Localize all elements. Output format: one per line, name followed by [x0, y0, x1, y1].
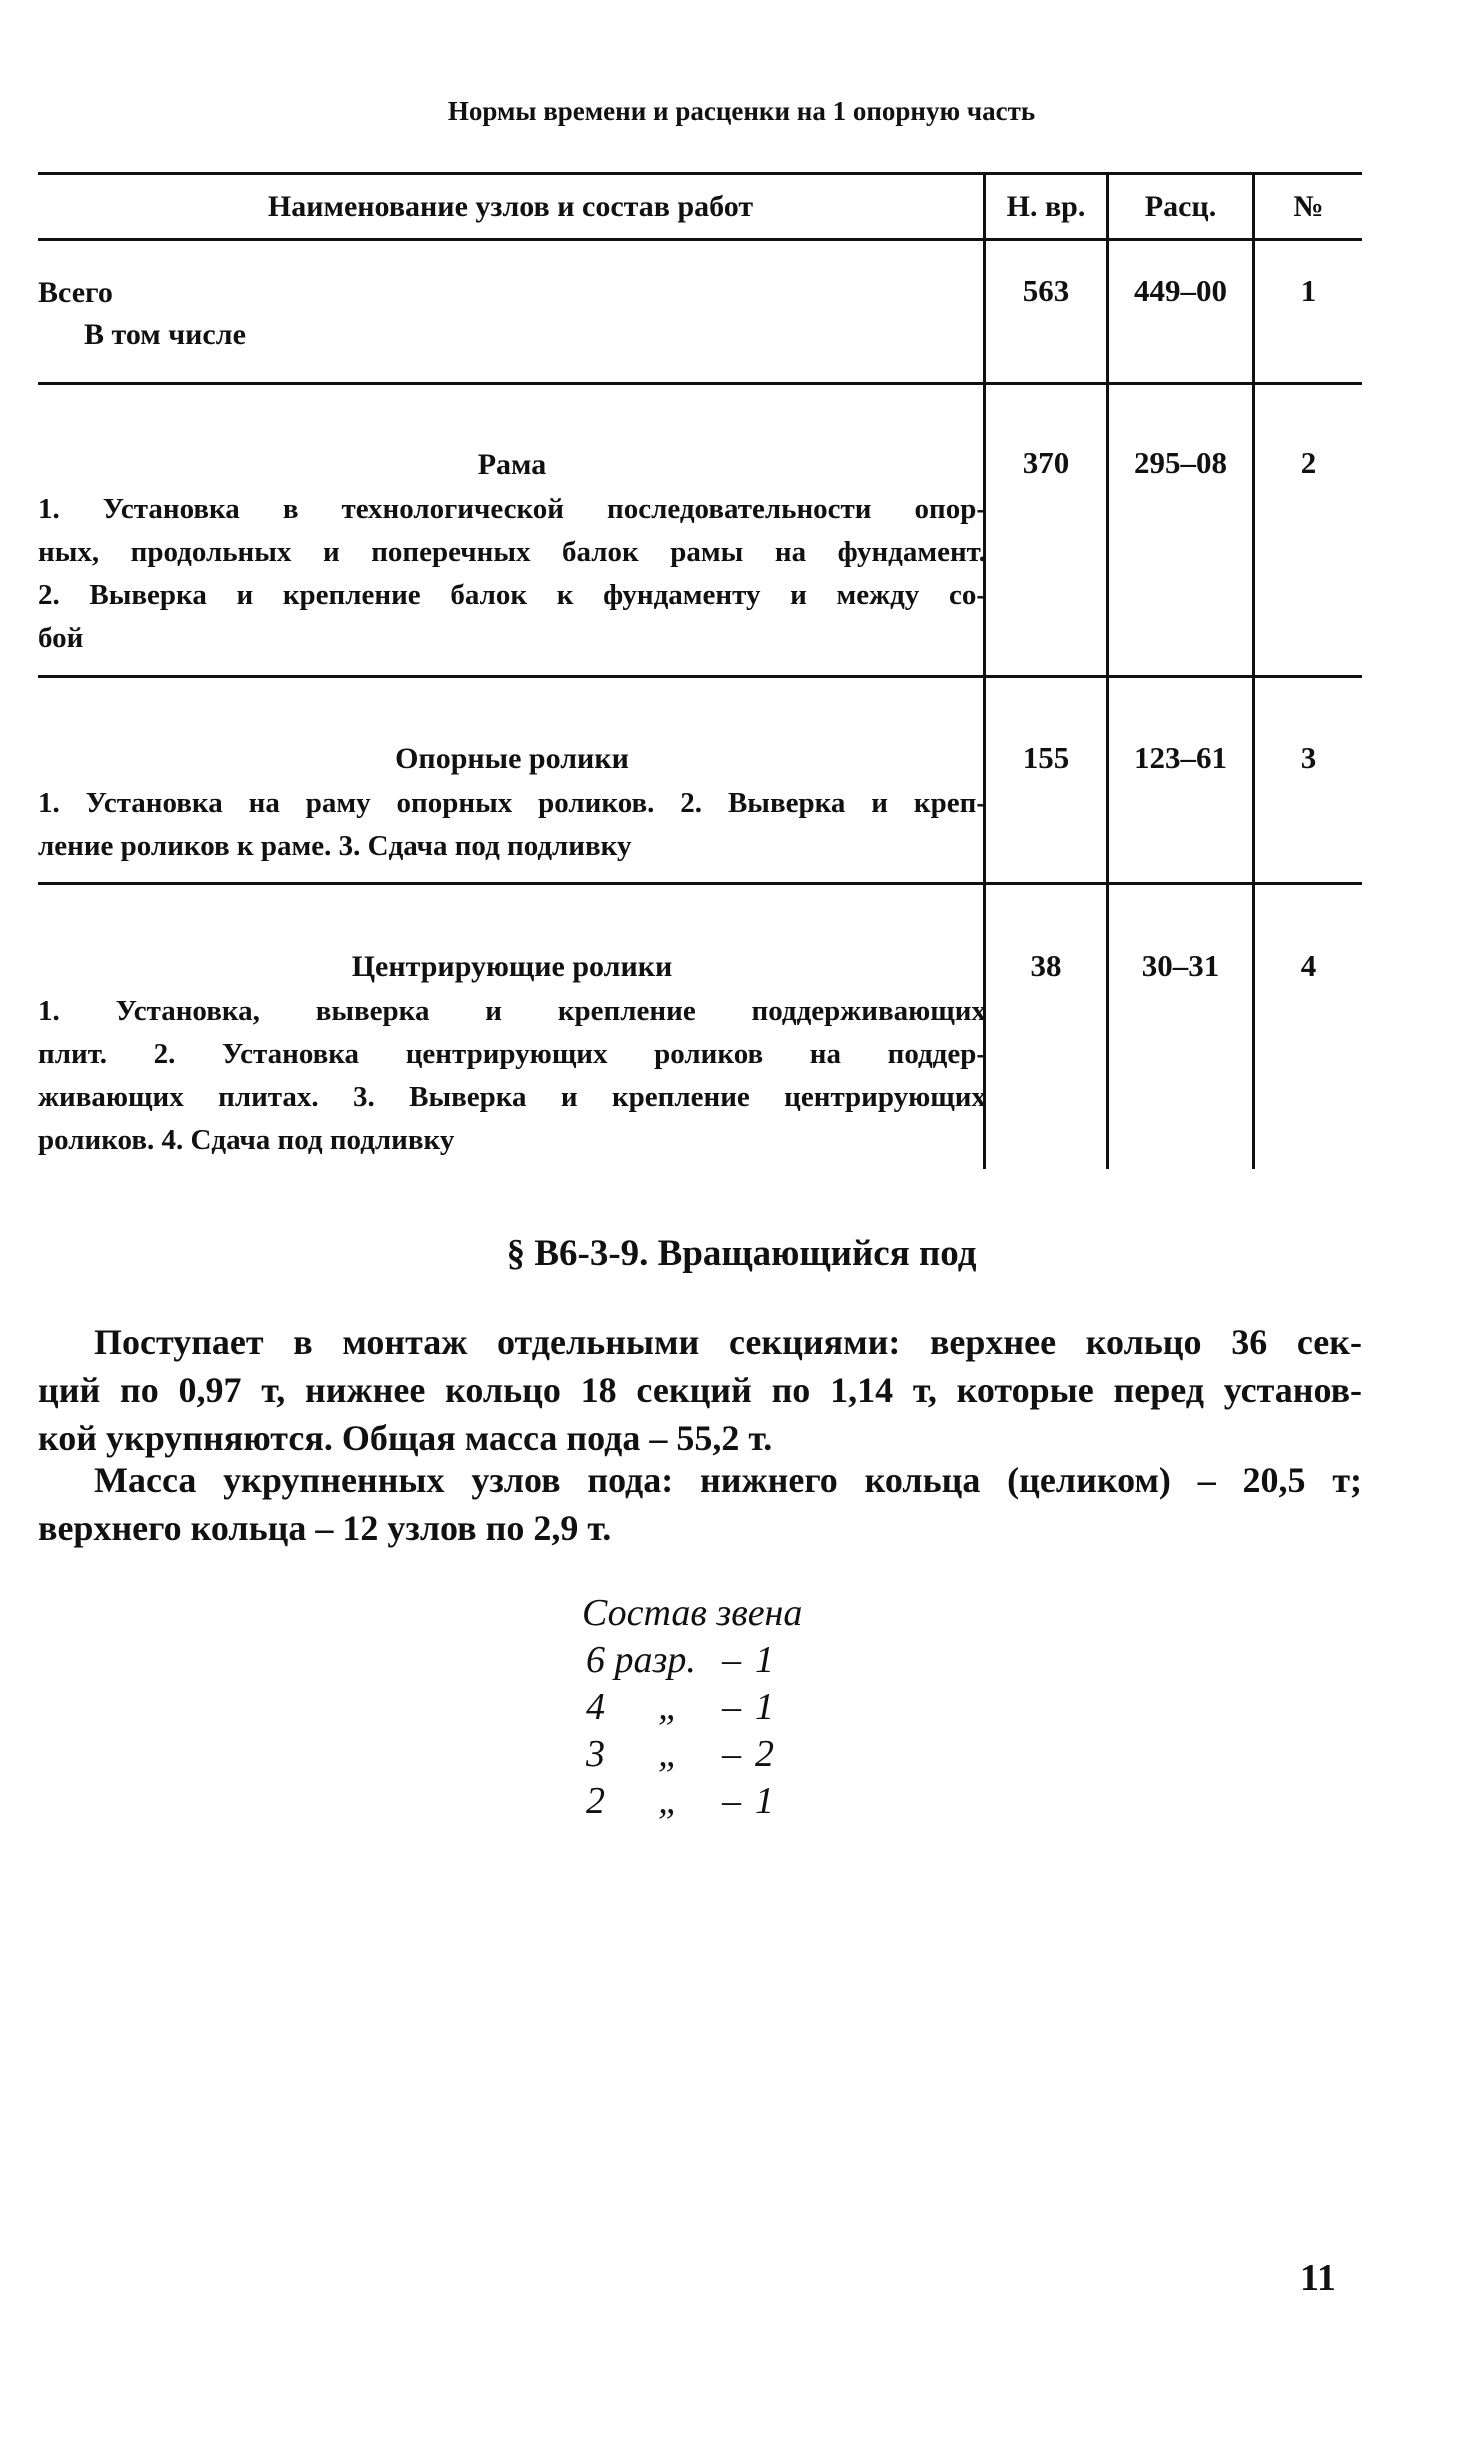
cell-norm: 563	[1022, 273, 1070, 308]
row-description-line: бой	[38, 622, 84, 654]
crew-count: 2	[755, 1733, 774, 1775]
cell-number: 2	[1300, 445, 1317, 480]
cell-norm: 155	[1022, 740, 1070, 775]
cell-rate: 449–00	[1134, 273, 1227, 308]
crew-dash: –	[722, 1686, 741, 1728]
row-description-line: 1. Установка в технологической последовательности опор-	[38, 493, 986, 525]
crew-grade: 4	[586, 1686, 605, 1728]
row-divider	[38, 382, 1362, 385]
header-rate: Расц.	[1144, 190, 1217, 223]
crew-dash: –	[722, 1733, 741, 1775]
crew-row	[570, 1684, 830, 1731]
crew-ditto: „	[658, 1733, 680, 1775]
row-description-line: роликов. 4. Сдача под подливку	[38, 1124, 455, 1156]
column-divider	[1106, 172, 1109, 1169]
cell-number: 4	[1300, 948, 1317, 983]
crew-composition	[570, 1590, 830, 1825]
row-description-line: 2. Выверка и крепление балок к фундаменту и между со-	[38, 579, 986, 611]
crew-ditto: „	[658, 1780, 680, 1822]
row-divider	[38, 675, 1362, 678]
crew-grade: 2	[586, 1780, 605, 1822]
cell-rate: 295–08	[1134, 445, 1227, 480]
cell-norm: 38	[1030, 948, 1062, 983]
cell-rate: 30–31	[1141, 948, 1220, 983]
paragraph-line: верхнего кольца – 12 узлов по 2,9 т.	[38, 1508, 612, 1548]
section-heading: § В6-3-9. Вращающийся под	[506, 1233, 977, 1274]
row-description-line: плит. 2. Установка центрирующих роликов на поддер-	[38, 1038, 986, 1070]
paragraph-line: Масса укрупненных узлов пода: нижнего кольца (целиком) – 20,5 т;	[94, 1460, 1362, 1500]
crew-title: Состав звена	[582, 1592, 803, 1634]
row-title: Опорные ролики	[395, 742, 629, 775]
row-description-line: 1. Установка на раму опорных роликов. 2. Выверка и креп-	[38, 787, 986, 819]
crew-row	[570, 1731, 830, 1778]
header-norm: Н. вр.	[1006, 190, 1086, 223]
row-subtitle: В том числе	[84, 318, 246, 351]
row-description-line: ных, продольных и поперечных балок рамы на фундамент.	[38, 536, 986, 568]
crew-dash: –	[722, 1639, 741, 1681]
cell-rate: 123–61	[1134, 740, 1227, 775]
crew-count: 1	[755, 1639, 774, 1681]
table-header-rule	[38, 238, 1362, 241]
row-divider	[38, 882, 1362, 885]
page-number: 11	[1300, 2257, 1336, 2299]
row-description-line: ление роликов к раме. 3. Сдача под подливку	[38, 830, 632, 862]
column-divider	[1252, 172, 1255, 1169]
cell-number: 1	[1300, 273, 1317, 308]
crew-grade: 3	[586, 1733, 605, 1775]
crew-row	[570, 1637, 830, 1684]
cell-number: 3	[1300, 740, 1317, 775]
row-title: Всего	[38, 276, 113, 309]
paragraph-line: ций по 0,97 т, нижнее кольцо 18 секций по 1,14 т, которые перед установ-	[38, 1370, 1362, 1410]
crew-grade: 6 разр.	[586, 1639, 696, 1681]
crew-row	[570, 1778, 830, 1825]
row-title: Центрирующие ролики	[351, 950, 673, 983]
paragraph-line: кой укрупняются. Общая масса пода – 55,2 т.	[38, 1418, 773, 1458]
paragraph	[38, 1456, 1362, 1552]
table-title: Нормы времени и расценки на 1 опорную часть	[447, 96, 1036, 126]
paragraph	[38, 1318, 1362, 1462]
header-name: Наименование узлов и состав работ	[267, 190, 754, 223]
header-number: №	[1293, 190, 1324, 223]
crew-count: 1	[755, 1780, 774, 1822]
crew-count: 1	[755, 1686, 774, 1728]
crew-ditto: „	[658, 1686, 680, 1728]
cell-norm: 370	[1022, 445, 1070, 480]
row-description-line: 1. Установка, выверка и крепление поддерживающих	[38, 995, 986, 1027]
crew-dash: –	[722, 1780, 741, 1822]
row-title: Рама	[477, 448, 547, 481]
row-description-line: живающих плитах. 3. Выверка и крепление центрирующих	[38, 1081, 986, 1113]
table-top-rule	[38, 172, 1362, 175]
paragraph-line: Поступает в монтаж отдельными секциями: верхнее кольцо 36 сек-	[94, 1322, 1362, 1362]
